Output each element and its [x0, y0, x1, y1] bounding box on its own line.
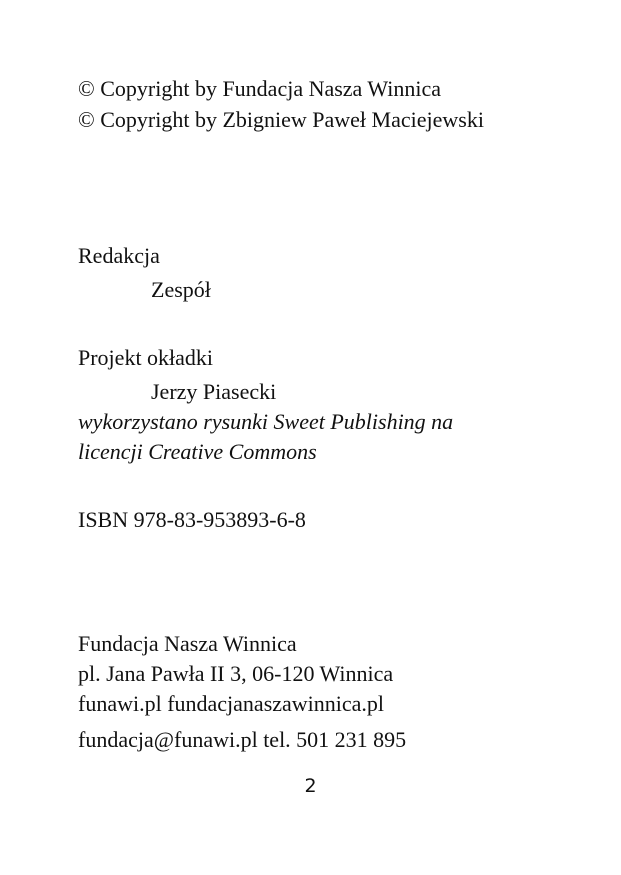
- copyright-line-1: © Copyright by Fundacja Nasza Winnica: [78, 76, 442, 101]
- cover-note-line-1: wykorzystano rysunki Sweet Publishing na: [78, 409, 454, 434]
- editing-label: Redakcja: [78, 243, 160, 268]
- page-number: 2: [304, 775, 317, 797]
- isbn: ISBN 978-83-953893-6-8: [78, 507, 306, 532]
- publisher-name: Fundacja Nasza Winnica: [78, 631, 297, 656]
- publisher-websites: funawi.pl fundacjanaszawinnica.pl: [78, 691, 385, 716]
- cover-label: Projekt okładki: [78, 345, 214, 370]
- copyright-line-2: © Copyright by Zbigniew Paweł Maciejewski: [78, 107, 484, 132]
- editing-value: Zespół: [151, 277, 211, 302]
- cover-note-line-2: licencji Creative Commons: [78, 439, 317, 464]
- publisher-address: pl. Jana Pawła II 3, 06-120 Winnica: [78, 661, 394, 686]
- cover-author: Jerzy Piasecki: [151, 379, 277, 404]
- publisher-contact: fundacja@funawi.pl tel. 501 231 895: [78, 727, 407, 752]
